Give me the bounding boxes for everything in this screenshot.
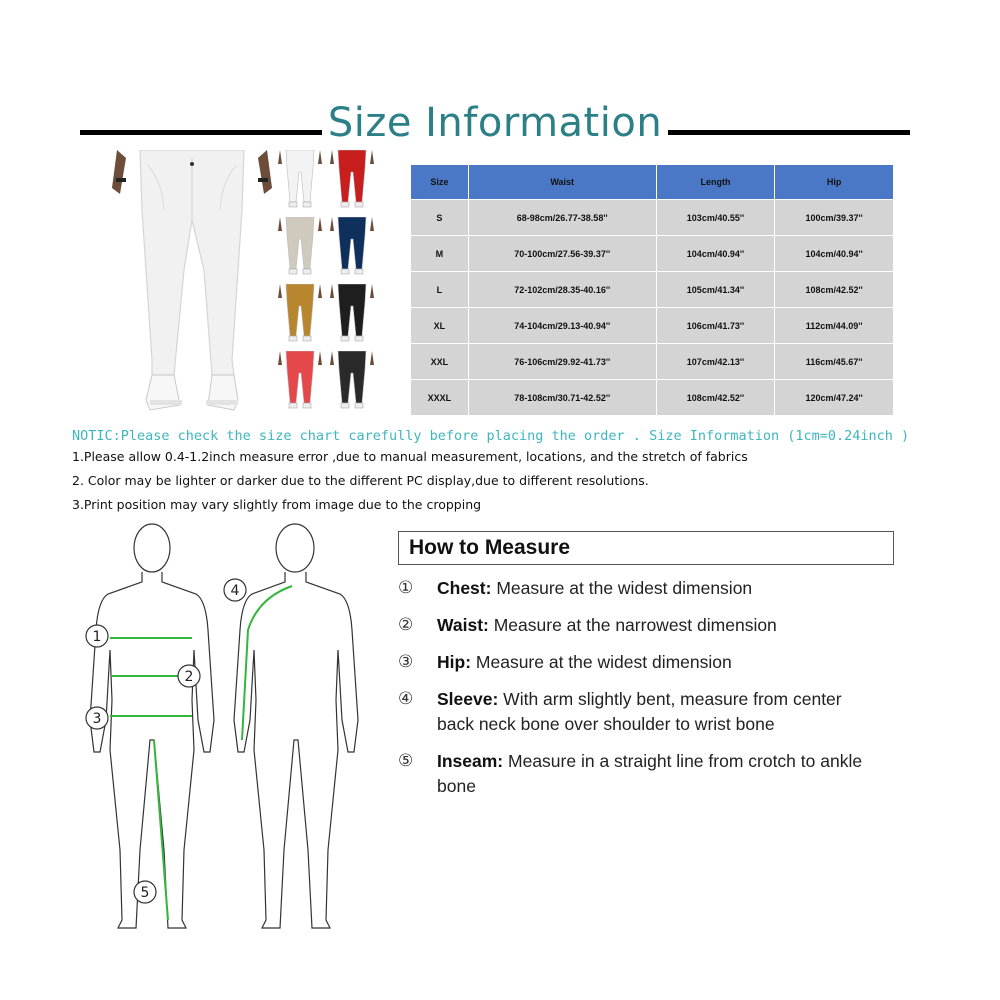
col-header-waist: Waist — [468, 165, 656, 200]
cell-waist: 68-98cm/26.77-38.58'' — [468, 200, 656, 236]
measure-text — [437, 576, 897, 601]
color-thumbnail — [330, 284, 374, 346]
measure-desc: Measure at the narrowest dimension — [493, 615, 777, 635]
cell-size: S — [411, 200, 469, 236]
page-title: Size Information — [80, 100, 910, 146]
table-row — [411, 344, 894, 380]
cell-size: XXL — [411, 344, 469, 380]
front-body-outline — [90, 524, 214, 928]
table-row — [411, 380, 894, 416]
how-to-measure-header — [398, 531, 894, 565]
how-to-measure-title: How to Measure — [409, 536, 571, 559]
cell-hip: 100cm/39.37'' — [775, 200, 894, 236]
marker-4-label: 4 — [230, 583, 240, 599]
note-2: 2. Color may be lighter or darker due to the different PC display,due to different resolutions. — [72, 473, 649, 488]
measure-text — [437, 650, 897, 675]
color-thumbnail — [278, 217, 322, 279]
cell-size: XXXL — [411, 380, 469, 416]
col-header-length: Length — [656, 165, 775, 200]
measure-label: Hip: — [437, 652, 472, 672]
cell-waist: 70-100cm/27.56-39.37'' — [468, 236, 656, 272]
cell-hip: 120cm/47.24'' — [775, 380, 894, 416]
main-product-image — [112, 150, 272, 412]
measure-text — [437, 749, 877, 799]
color-thumbnail — [330, 217, 374, 279]
measure-num: ② — [398, 615, 414, 635]
measure-desc: Measure in a straight line from crotch to ankle bone — [437, 751, 863, 796]
measure-num: ① — [398, 578, 414, 598]
cell-size: XL — [411, 308, 469, 344]
measure-label: Inseam: — [437, 751, 504, 771]
measure-desc: With arm slightly bent, measure from center back neck bone over shoulder to wrist bone — [437, 689, 842, 734]
marker-labels — [93, 583, 240, 901]
measure-desc: Measure at the widest dimension — [496, 578, 753, 598]
color-thumbnail — [330, 351, 374, 413]
cell-hip: 104cm/40.94'' — [775, 236, 894, 272]
cell-waist: 72-102cm/28.35-40.16'' — [468, 272, 656, 308]
cell-length: 106cm/41.73'' — [656, 308, 775, 344]
measure-label: Chest: — [437, 578, 492, 598]
col-header-hip: Hip — [775, 165, 894, 200]
measure-desc: Measure at the widest dimension — [475, 652, 732, 672]
color-thumbnail — [278, 351, 322, 413]
table-row — [411, 236, 894, 272]
color-thumbnails — [278, 150, 378, 412]
cell-length: 107cm/42.13'' — [656, 344, 775, 380]
size-table — [410, 164, 894, 416]
measure-num: ⑤ — [398, 751, 414, 771]
table-header-row — [411, 165, 894, 200]
table-row — [411, 308, 894, 344]
color-thumbnail — [330, 150, 374, 212]
marker-3-label: 3 — [92, 711, 102, 727]
table-row — [411, 272, 894, 308]
table-row — [411, 200, 894, 236]
back-body-outline — [234, 524, 358, 928]
marker-1-label: 1 — [92, 629, 102, 645]
measure-num: ④ — [398, 689, 414, 709]
body-measurement-diagram — [70, 520, 390, 940]
cell-hip: 116cm/45.67'' — [775, 344, 894, 380]
measure-label: Sleeve: — [437, 689, 499, 709]
measure-text — [437, 613, 897, 638]
color-thumbnail — [278, 150, 322, 212]
cell-length: 108cm/42.52'' — [656, 380, 775, 416]
cell-size: L — [411, 272, 469, 308]
cell-hip: 112cm/44.09'' — [775, 308, 894, 344]
col-header-size: Size — [411, 165, 469, 200]
notice-text: NOTIC:Please check the size chart carefully before placing the order . Size Information (1cm=0.24inch ) — [72, 428, 910, 444]
cell-waist: 76-106cm/29.92-41.73'' — [468, 344, 656, 380]
marker-2-label: 2 — [184, 669, 194, 685]
color-thumbnail — [278, 284, 322, 346]
marker-5-label: 5 — [140, 885, 150, 901]
cell-waist: 78-108cm/30.71-42.52'' — [468, 380, 656, 416]
note-1: 1.Please allow 0.4-1.2inch measure error ,due to manual measurement, locations, and the stretch of fabrics — [72, 449, 748, 464]
measure-label: Waist: — [437, 615, 489, 635]
cell-length: 103cm/40.55'' — [656, 200, 775, 236]
cell-length: 104cm/40.94'' — [656, 236, 775, 272]
note-3: 3.Print position may vary slightly from image due to the cropping — [72, 497, 482, 512]
measure-num: ③ — [398, 652, 414, 672]
measure-text — [437, 687, 877, 737]
cell-waist: 74-104cm/29.13-40.94'' — [468, 308, 656, 344]
cell-length: 105cm/41.34'' — [656, 272, 775, 308]
cell-hip: 108cm/42.52'' — [775, 272, 894, 308]
cell-size: M — [411, 236, 469, 272]
